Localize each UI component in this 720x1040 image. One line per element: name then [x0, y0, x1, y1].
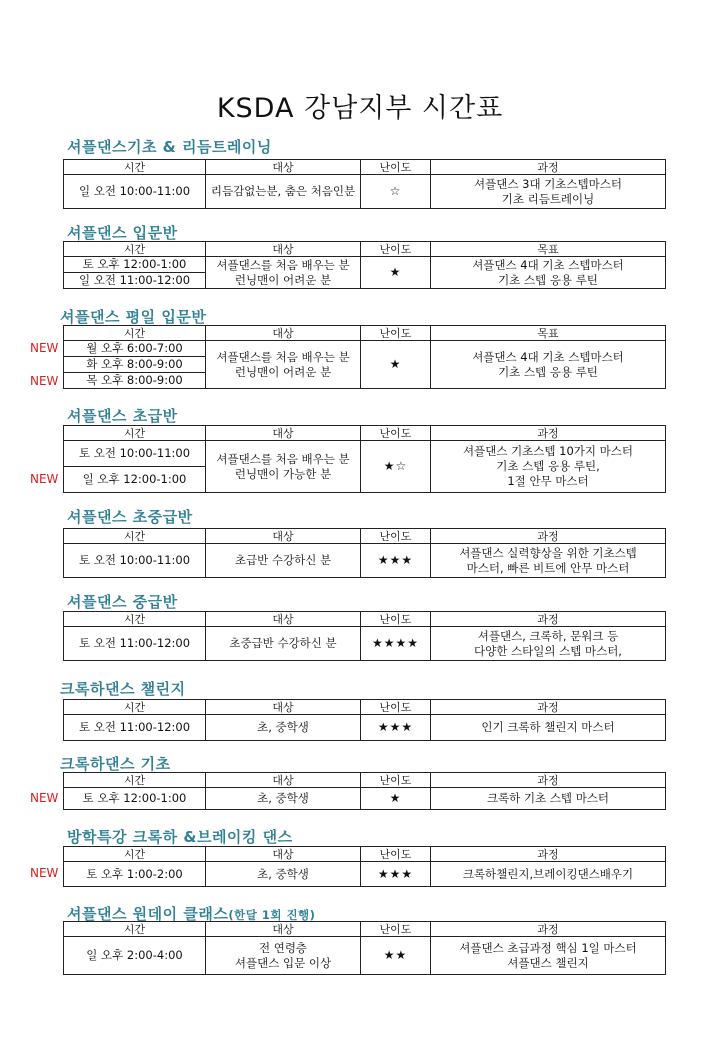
header-level: 난이도: [361, 847, 431, 862]
target-cell: 초, 중학생: [206, 715, 361, 741]
level-cell: ★★★: [361, 544, 431, 578]
header-time: 시간: [64, 426, 206, 441]
time-cell: 일 오전 10:00-11:00: [64, 175, 206, 209]
header-time: 시간: [64, 700, 206, 715]
header-level: 난이도: [361, 700, 431, 715]
target-cell: 초, 중학생: [206, 788, 361, 810]
new-badge: NEW: [30, 791, 59, 805]
header-time: 시간: [64, 922, 206, 937]
page-title: KSDA 강남지부 시간표: [216, 93, 504, 124]
time-cell: 토 오후 12:00-1:00: [64, 788, 206, 810]
header-target: 대상: [206, 922, 361, 937]
new-badge: NEW: [30, 374, 59, 388]
header-target: 대상: [206, 242, 361, 257]
schedule-table: [63, 159, 666, 209]
header-goal: 목표: [431, 326, 666, 341]
target-cell: 셔플댄스를 처음 배우는 분 런닝맨이 어려운 분: [206, 341, 361, 389]
section-title: 셔플댄스 초급반: [67, 407, 178, 425]
schedule-table: [63, 528, 666, 578]
section-title-note: (한달 1회 진행): [228, 908, 316, 922]
header-level: 난이도: [361, 612, 431, 627]
time-cell: 일 오후 2:00-4:00: [64, 937, 206, 975]
time-cell: 일 오후 12:00-1:00: [64, 467, 206, 493]
header-target: 대상: [206, 847, 361, 862]
schedule-table: [63, 921, 666, 975]
schedule-table: [63, 846, 666, 887]
header-target: 대상: [206, 160, 361, 175]
target-cell: 셔플댄스를 처음 배우는 분 런닝맨이 어려운 분: [206, 257, 361, 289]
header-course: 과정: [431, 700, 666, 715]
course-cell: 크록하챌린지,브레이킹댄스배우기: [431, 862, 666, 887]
level-cell: ★: [361, 257, 431, 289]
header-target: 대상: [206, 700, 361, 715]
schedule-table: [63, 772, 666, 810]
header-course: 과정: [431, 773, 666, 788]
header-target: 대상: [206, 426, 361, 441]
course-cell: 크록하 기초 스텝 마스터: [431, 788, 666, 810]
section-title: 셔플댄스 입문반: [67, 224, 178, 242]
target-cell: 셔플댄스를 처음 배우는 분 런닝맨이 가능한 분: [206, 441, 361, 493]
target-cell: 리듬감없는분, 춤은 처음인분: [206, 175, 361, 209]
time-cell: 토 오전 10:00-11:00: [64, 441, 206, 467]
level-cell: ☆: [361, 175, 431, 209]
header-time: 시간: [64, 773, 206, 788]
header-course: 과정: [431, 847, 666, 862]
header-target: 대상: [206, 326, 361, 341]
schedule-table: [63, 425, 666, 493]
schedule-table: [63, 241, 666, 289]
header-course: 과정: [431, 529, 666, 544]
target-cell: 전 연령층 셔플댄스 입문 이상: [206, 937, 361, 975]
header-course: 과정: [431, 612, 666, 627]
new-badge: NEW: [30, 341, 59, 355]
header-level: 난이도: [361, 529, 431, 544]
header-time: 시간: [64, 242, 206, 257]
header-level: 난이도: [361, 326, 431, 341]
header-time: 시간: [64, 326, 206, 341]
header-target: 대상: [206, 529, 361, 544]
section-title: 크록하댄스 챌린지: [60, 680, 186, 698]
time-cell: 토 오전 11:00-12:00: [64, 715, 206, 741]
target-cell: 초급반 수강하신 분: [206, 544, 361, 578]
header-level: 난이도: [361, 160, 431, 175]
target-cell: 초, 중학생: [206, 862, 361, 887]
header-course: 과정: [431, 922, 666, 937]
header-course: 과정: [431, 426, 666, 441]
header-time: 시간: [64, 612, 206, 627]
header-level: 난이도: [361, 773, 431, 788]
section-title: 셔플댄스기초 & 리듬트레이닝: [67, 138, 272, 156]
time-cell: 토 오후 1:00-2:00: [64, 862, 206, 887]
time-cell: 화 오후 8:00-9:00: [64, 357, 206, 373]
course-cell: 셔플댄스 기초스텝 10가지 마스터 기초 스텝 응용 루틴, 1절 안무 마스터: [431, 441, 666, 493]
new-badge: NEW: [30, 866, 59, 880]
time-cell: 월 오후 6:00-7:00: [64, 341, 206, 357]
course-cell: 셔플댄스 초급과정 핵심 1일 마스터 셔플댄스 챌린지: [431, 937, 666, 975]
section-title: 셔플댄스 평일 입문반: [60, 308, 207, 326]
target-cell: 초중급반 수강하신 분: [206, 627, 361, 661]
course-cell: 셔플댄스 실력향상을 위한 기초스텝 마스터, 빠른 비트에 안무 마스터: [431, 544, 666, 578]
header-level: 난이도: [361, 922, 431, 937]
course-cell: 셔플댄스 4대 기초 스텝마스터 기초 스텝 응용 루틴: [431, 341, 666, 389]
time-cell: 일 오전 11:00-12:00: [64, 273, 206, 289]
time-cell: 토 오전 11:00-12:00: [64, 627, 206, 661]
header-level: 난이도: [361, 242, 431, 257]
course-cell: 셔플댄스 4대 기초 스텝마스터 기초 스텝 응용 루틴: [431, 257, 666, 289]
time-cell: 토 오후 12:00-1:00: [64, 257, 206, 273]
header-target: 대상: [206, 773, 361, 788]
header-time: 시간: [64, 529, 206, 544]
schedule-table: [63, 325, 666, 389]
section-title: 셔플댄스 초중급반: [67, 508, 193, 526]
header-level: 난이도: [361, 426, 431, 441]
level-cell: ★☆: [361, 441, 431, 493]
header-goal: 목표: [431, 242, 666, 257]
header-target: 대상: [206, 612, 361, 627]
section-title: 셔플댄스 중급반: [67, 593, 178, 611]
level-cell: ★: [361, 341, 431, 389]
time-cell: 토 오전 10:00-11:00: [64, 544, 206, 578]
section-title: 크록하댄스 기초: [60, 755, 171, 773]
course-cell: 인기 크록하 챌린지 마스터: [431, 715, 666, 741]
header-time: 시간: [64, 160, 206, 175]
schedule-table: [63, 611, 666, 661]
section-title-main: 셔플댄스 원데이 클래스: [67, 905, 229, 923]
level-cell: ★★★: [361, 862, 431, 887]
time-cell: 목 오후 8:00-9:00: [64, 373, 206, 389]
section-title: 방학특강 크록하 &브레이킹 댄스: [67, 828, 293, 846]
level-cell: ★★★: [361, 715, 431, 741]
header-time: 시간: [64, 847, 206, 862]
new-badge: NEW: [30, 472, 59, 486]
course-cell: 셔플댄스, 크록하, 문워크 등 다양한 스타일의 스텝 마스터,: [431, 627, 666, 661]
level-cell: ★★★★: [361, 627, 431, 661]
header-course: 과정: [431, 160, 666, 175]
schedule-table: [63, 699, 666, 741]
course-cell: 셔플댄스 3대 기초스텝마스터 기초 리듬트레이닝: [431, 175, 666, 209]
level-cell: ★: [361, 788, 431, 810]
level-cell: ★★: [361, 937, 431, 975]
